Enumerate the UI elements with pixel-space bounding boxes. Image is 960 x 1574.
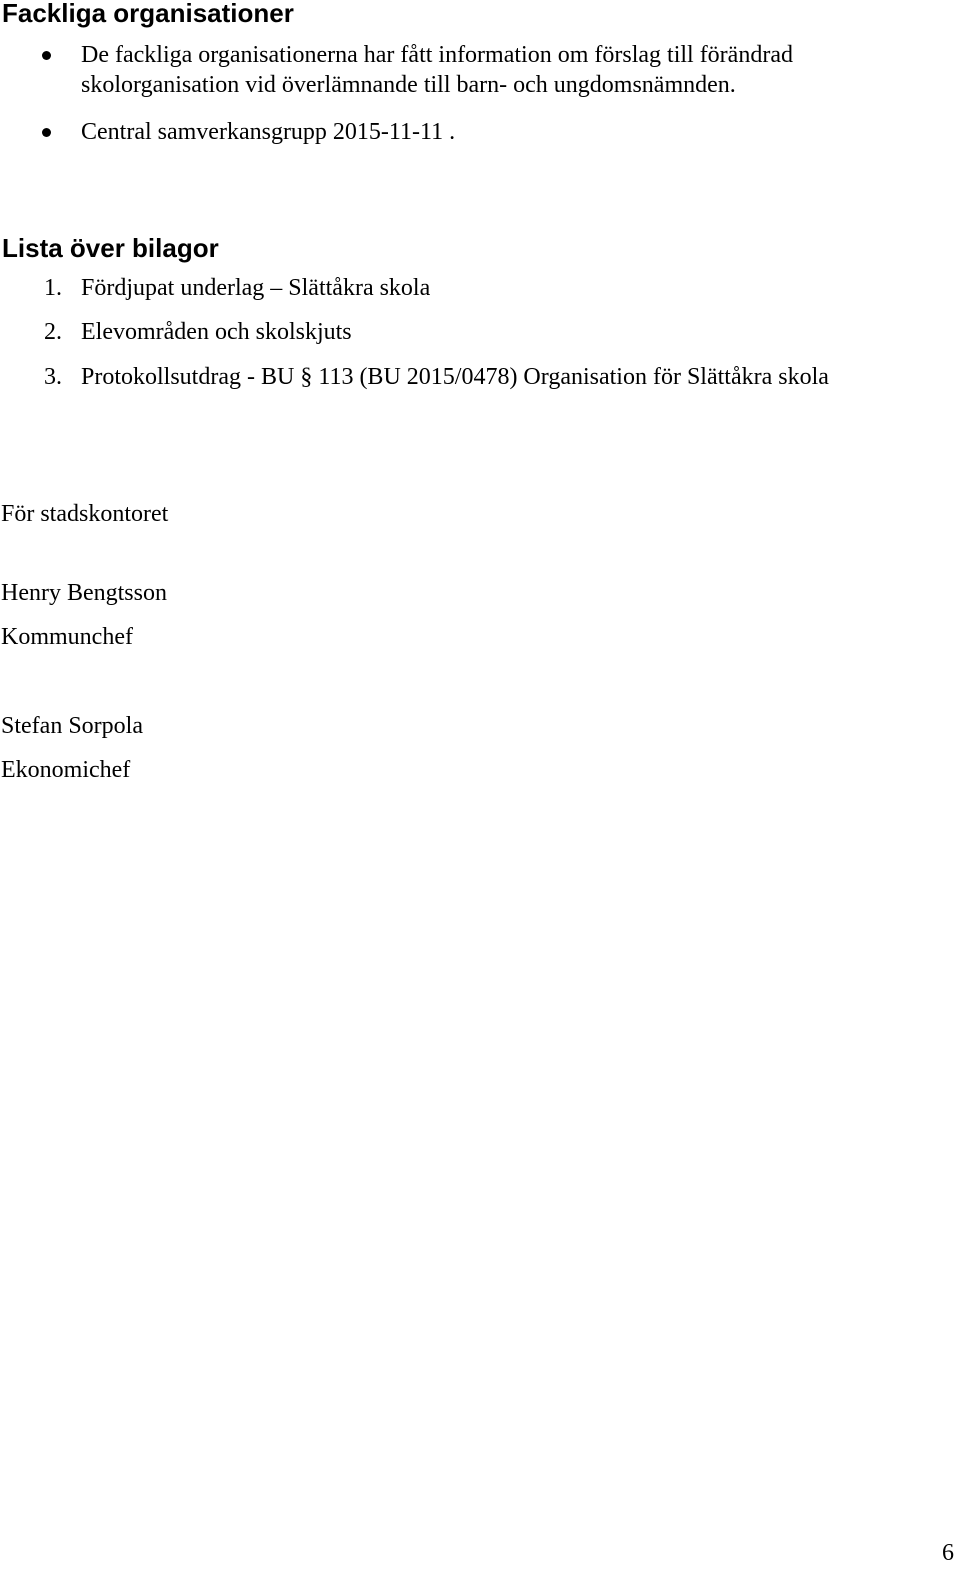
attachment-number: 1. (44, 275, 62, 301)
attachment-number: 3. (44, 364, 62, 390)
attachment-list-item (0, 362, 940, 392)
bullet-item (0, 40, 940, 100)
signatory-title: Kommunchef (1, 624, 133, 650)
page-number: 6 (942, 1540, 954, 1566)
bullet-text-line: De fackliga organisationerna har fått information om förslag till förändrad (81, 42, 793, 68)
section-heading-attachments: Lista över bilagor (2, 233, 219, 263)
signatory-name: Stefan Sorpola (1, 713, 143, 739)
attachment-list-item (0, 317, 940, 347)
attachment-title: Protokollsutdrag - BU § 113 (BU 2015/0478) Organisation för Slättåkra skola (81, 364, 829, 390)
bullet-item (0, 117, 940, 147)
signatory-name: Henry Bengtsson (1, 580, 167, 606)
attachment-list-item (0, 273, 940, 303)
bullet-text (81, 117, 455, 147)
section-heading-unions: Fackliga organisationer (2, 0, 294, 28)
bullet-icon (42, 51, 51, 60)
bullet-text-line: skolorganisation vid överlämnande till barn- och ungdomsnämnden. (81, 72, 736, 98)
signatory-title: Ekonomichef (1, 757, 131, 783)
bullet-text-line: Central samverkansgrupp 2015-11-11 . (81, 119, 456, 145)
attachment-number: 2. (44, 319, 62, 345)
bullet-text (81, 40, 793, 100)
attachment-title: Elevområden och skolskjuts (81, 319, 352, 345)
bullet-icon (42, 128, 51, 137)
attachment-title: Fördjupat underlag – Slättåkra skola (81, 275, 431, 301)
signoff-office: För stadskontoret (1, 501, 169, 527)
